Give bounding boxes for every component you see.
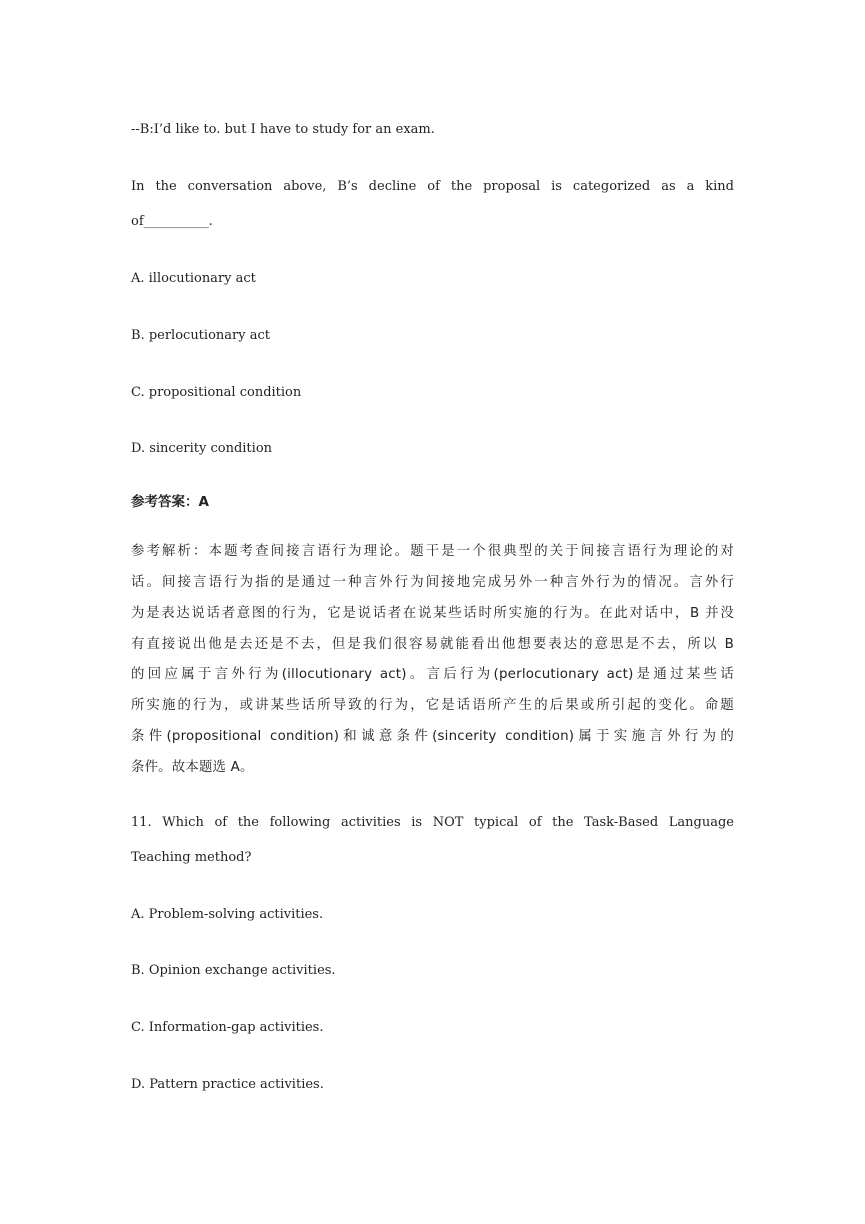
analysis-line: 条件。故本题选 A。	[131, 760, 254, 775]
analysis-line: 参考解析：本题考查间接言语行为理论。题干是一个很典型的关于间接言语行为理论的对	[131, 544, 734, 559]
dialog-line: --B:I’d like to. but I have to study for an exam.	[131, 122, 435, 137]
question-stem-line: of__________.	[131, 214, 213, 229]
option-d: D. sincerity condition	[131, 441, 273, 456]
option-d: D. Pattern practice activities.	[131, 1077, 324, 1092]
option-a: A. illocutionary act	[131, 271, 256, 286]
question-stem-line: 11. Which of the following activities is NOT typical of the Task-Based Language	[131, 815, 734, 830]
option-c: C. Information-gap activities.	[131, 1020, 324, 1035]
analysis-line: 条件(propositional condition)和诚意条件(sincerity condition)属于实施言外行为的	[131, 729, 734, 744]
analysis-line: 为是表达说话者意图的行为，它是说话者在说某些话时所实施的行为。在此对话中，B 并没	[131, 606, 734, 621]
question-stem-line: Teaching method?	[131, 850, 252, 865]
option-b: B. Opinion exchange activities.	[131, 963, 336, 978]
analysis-line: 的回应属于言外行为(illocutionary act)。言后行为(perlocutionary act)是通过某些话	[131, 667, 734, 682]
reference-answer: 参考答案：A	[131, 494, 209, 510]
option-b: B. perlocutionary act	[131, 328, 270, 343]
option-a: A. Problem-solving activities.	[131, 907, 324, 922]
option-c: C. propositional condition	[131, 385, 302, 400]
analysis-line: 有直接说出他是去还是不去，但是我们很容易就能看出他想要表达的意思是不去，所以 B	[131, 637, 734, 652]
analysis-line: 话。间接言语行为指的是通过一种言外行为间接地完成另外一种言外行为的情况。言外行	[131, 575, 734, 590]
question-stem-line: In the conversation above, B’s decline of the proposal is categorized as a kind	[131, 179, 734, 194]
analysis-line: 所实施的行为，或讲某些话所导致的行为，它是话语所产生的后果或所引起的变化。命题	[131, 698, 734, 713]
